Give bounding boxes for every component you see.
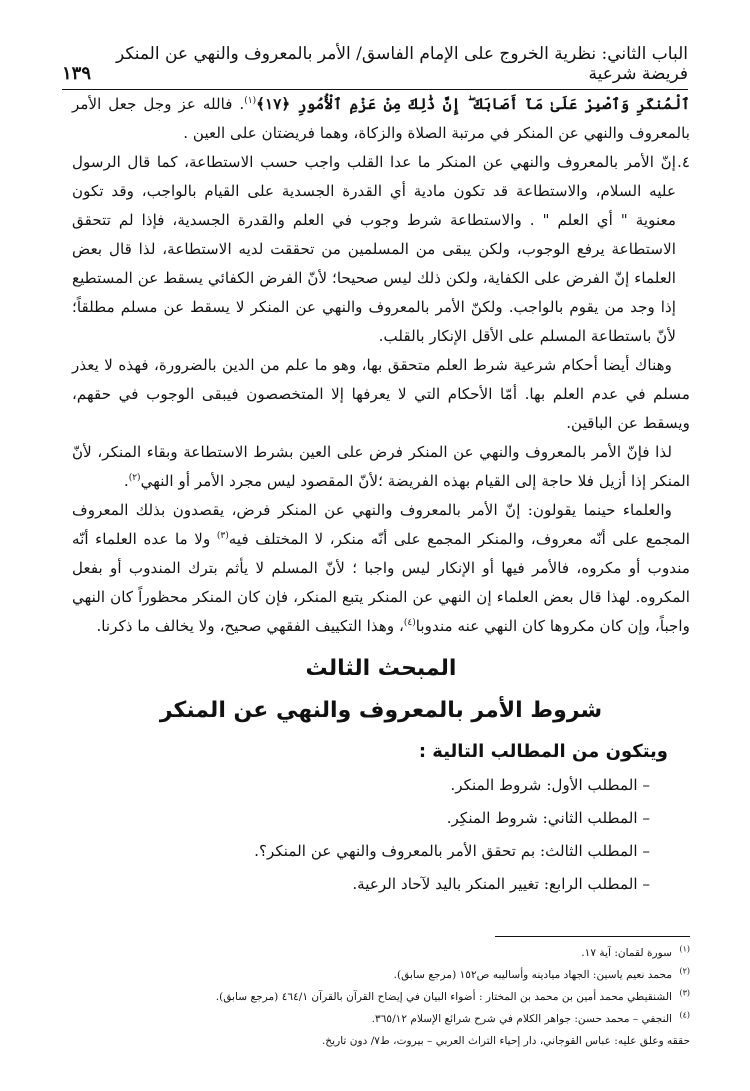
paragraph-3-b: ولا ما عده العلماء أنّه مندوب أو مكروه، فالأمر فيها أو الإنكار ليس واجبا ؛ لأنّ المسلم لا يأثم بترك المندوب أو بفعل المكروه. لهذا قال بعض العلماء إن النهي عن المنكر يتبع المنكر، فإن كان المنكر محظوراً كان النهي واجباً، وإن كان مكروها كان النهي عنه مندوبا xyxy=(72,530,690,635)
footnote-divider xyxy=(495,936,690,937)
footnote-mark: (٣) xyxy=(679,988,690,998)
footnote-ref-1: (١) xyxy=(244,95,257,106)
footnote-mark: (٢) xyxy=(679,966,690,976)
footnote-4 xyxy=(62,1008,690,1030)
paragraph-2-text: لذا فإنّ الأمر بالمعروف والنهي عن المنكر فرض على العين بشرط الاستطاعة وبقاء المنكر، لأنّ المنكر إذا أزيل فلا حاجة إلى القيام بهذه الفريضة ؛لأنّ المقصود ليس مجرد الأمر أو النهي xyxy=(72,443,690,490)
edition-note-text: حققه وعلق عليه: عباس القوجاني، دار إحياء التراث العربي – بيروت، ط٧/ دون تاريخ. xyxy=(321,1035,690,1047)
point-text: إنّ الأمر بالمعروف والنهي عن المنكر ما عدا القلب واجب حسب الاستطاعة، كما قال الرسول عليه السلام، والاستطاعة قد تكون مادية أي القدرة الجسدية على القيام بالواجب، وقد تكون معنوية " أي العلم " . والاستطاعة شرط وجوب في العلم والقدرة الجسدية، فإذا لم تتحقق الاستطاعة يرفع الوجوب، ولكن يبقى من المسلمين من تحققت لديه الاستطاعة، لذا قال بعض العلماء إنّ الفرض على الكفاية، ولكن ذلك ليس صحيحا؛ لأنّ الفرض الكفائي يسقط عن المستطيع إذا وجد من يقوم بالواجب. ولكنّ الأمر بالمعروف والنهي عن المنكر لا يسقط عن مسلم مطلقاً؛ لأنّ باستطاعة المسلم على الأقل الإنكار بالقلب. xyxy=(72,153,676,345)
edition-note xyxy=(62,1030,690,1052)
paragraph-3-c: ، وهذا التكييف الفقهي صحيح، ولا يخالف ما ذكرنا. xyxy=(96,617,404,635)
footnote-ref-3: (٣) xyxy=(216,530,229,541)
footnote-text: الشنقيطي محمد أمين بن محمد بن المختار : أضواء البيان في إيضاح القرآن بالقرآن ٤٦٤/١ (مرجع سابق). xyxy=(215,991,672,1003)
footnote-ref-2: (٢) xyxy=(128,472,141,483)
subsection-list xyxy=(72,769,690,901)
footnote-mark: (٤) xyxy=(679,1010,690,1020)
paragraph-2-end: . xyxy=(123,472,129,490)
section-title: المبحث الثالث xyxy=(305,656,457,681)
page-number: ١٣٩ xyxy=(62,63,92,84)
running-title: الباب الثاني: نظرية الخروج على الإمام الفاسق/ الأمر بالمعروف والنهي عن المنكر فريضة شرعية xyxy=(115,44,688,84)
footnote-2 xyxy=(62,964,690,986)
footnote-3 xyxy=(62,986,690,1008)
page-body xyxy=(72,90,690,901)
section-intro: ويتكون من المطالب التالية : xyxy=(418,741,668,762)
footnote-mark: (١) xyxy=(679,944,690,954)
subsection-item-2: – المطلب الثاني: شروط المنكِر. xyxy=(446,809,650,827)
subsection-item-3: – المطلب الثالث: بم تحقق الأمر بالمعروف والنهي عن المنكر؟. xyxy=(254,842,650,860)
paragraph-2 xyxy=(72,438,690,496)
footnote-text: النجفي – محمد حسن: جواهر الكلام في شرح شرائع الإسلام ٣٦٥/١٢. xyxy=(371,1013,672,1025)
subsection-item-1: – المطلب الأول: شروط المنكر. xyxy=(450,776,650,794)
subsection-item-4: – المطلب الرابع: تغيير المنكر باليد لآحاد الرعية. xyxy=(352,875,650,893)
paragraph-1: وهناك أيضا أحكام شرعية شرط العلم متحقق بها، وهو ما علم من الدين بالضرورة، فهذه لا يعذر مسلم في عدم العلم بها. أمّا الأحكام التي لا يعرفها إلا المتخصصون فيبقى الوجوب في حقهم، ويسقط عن الباقين. xyxy=(72,356,690,432)
paragraph-3-a: والعلماء حينما يقولون: إنّ الأمر بالمعروف والنهي عن المنكر فرض، يقصدون بذلك المعروف المجمع على أنّه معروف، والمنكر المجمع على أنّه منكر، لا المختلف فيه xyxy=(72,501,690,548)
point-number: ٤. xyxy=(677,153,690,171)
point-4 xyxy=(72,148,690,351)
paragraph-3 xyxy=(72,496,690,641)
section-subtitle: شروط الأمر بالمعروف والنهي عن المنكر xyxy=(159,698,603,723)
footnote-1 xyxy=(62,942,690,964)
footnotes xyxy=(62,942,690,1052)
running-header xyxy=(62,44,688,90)
intro-text: . فالله عز وجل جعل الأمر بالمعروف والنهي عن المنكر في مرتبة الصلاة والزكاة، وهما فريضتان على العين . xyxy=(72,95,690,142)
footnote-ref-4: (٤) xyxy=(403,617,416,628)
footnote-text: سورة لقمان: آية ١٧. xyxy=(581,947,672,959)
footnote-text: محمد نعيم ياسين: الجهاد ميادينه وأساليبه ص١٥٢ (مرجع سابق). xyxy=(393,969,672,981)
intro-paragraph xyxy=(72,90,690,148)
quran-verse: ٱلْمُنكَرِ وَٱصْبِرْ عَلَىٰ مَآ أَصَابَكَ ۖ إِنَّ ذَٰلِكَ مِنْ عَزْمِ ٱلْأُمُورِ ﴿١٧﴾ xyxy=(256,95,690,113)
